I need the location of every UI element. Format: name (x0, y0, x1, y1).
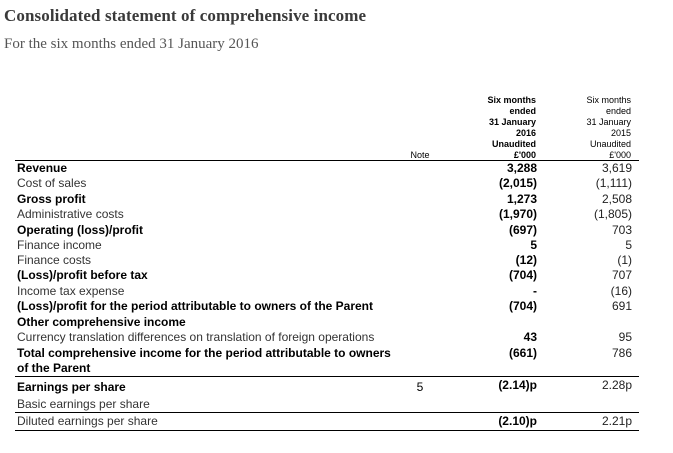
row-label: Diluted earnings per share (17, 414, 158, 428)
row-label: Operating (loss)/profit (17, 223, 143, 237)
row-label: Finance income (17, 238, 102, 252)
row-label: Basic earnings per share (17, 397, 150, 411)
row-label: Other comprehensive income (17, 315, 186, 329)
row-prior-value: (1) (617, 253, 632, 267)
row-prior-value: 703 (611, 223, 632, 237)
row-label: Total comprehensive income for the period attributable to owners of the Parent (17, 346, 391, 375)
table-row (17, 299, 637, 314)
row-prior-value: 691 (611, 299, 632, 313)
row-prior-value: 5 (625, 238, 632, 252)
statement-title: Consolidated statement of comprehensive income (4, 6, 367, 25)
table-row (17, 253, 637, 268)
row-current-value: (2.10)p (498, 414, 537, 428)
row-label: Administrative costs (17, 207, 124, 221)
row-current-value: 3,288 (506, 161, 537, 175)
table-row (17, 192, 637, 207)
row-prior-value: 2,508 (601, 192, 632, 206)
row-prior-value: 95 (618, 330, 632, 344)
statement-subtitle: For the six months ended 31 January 2016 (4, 36, 259, 52)
row-label: Finance costs (17, 253, 92, 267)
row-label: Earnings per share (17, 380, 126, 394)
current-header-line: Unaudited (492, 139, 536, 149)
row-prior-value: (16) (610, 284, 632, 298)
row-current-value: (704) (508, 268, 537, 282)
row-prior-value: 786 (611, 346, 632, 360)
prior-header-line: Six months (586, 95, 631, 105)
row-current-value: (1,970) (498, 207, 537, 221)
prior-header-line: ended (605, 106, 631, 116)
row-current-value: - (533, 284, 537, 298)
table-row (17, 238, 637, 253)
current-header-line: Six months (487, 95, 536, 105)
current-period-header (466, 95, 536, 161)
row-prior-value: 3,619 (601, 161, 632, 175)
table-row (17, 284, 637, 299)
row-label: (Loss)/profit for the period attributable to owners of the Parent (17, 299, 374, 313)
note-header: Note (410, 150, 430, 160)
prior-header-line: £'000 (609, 150, 631, 160)
table-row (17, 330, 637, 345)
table-row (17, 315, 637, 330)
row-current-value: (661) (508, 346, 537, 360)
row-current-value: (2,015) (498, 176, 537, 190)
row-prior-value: (1,111) (595, 176, 632, 190)
bottom-rule (15, 430, 639, 431)
table-row (17, 346, 637, 376)
table-row (17, 176, 637, 191)
row-prior-value: 2.28p (601, 378, 632, 392)
row-current-value: (697) (508, 223, 537, 237)
row-prior-value: 2.21p (601, 414, 632, 428)
table-row (17, 161, 637, 176)
row-label: (Loss)/profit before tax (17, 268, 148, 282)
row-current-value: (2.14)p (498, 378, 537, 392)
current-header-line: 2016 (515, 128, 536, 138)
row-label: Currency translation differences on translation of foreign operations (17, 330, 375, 344)
current-header-line: 31 January (488, 117, 536, 127)
table-row (17, 207, 637, 222)
row-current-value: 43 (523, 330, 537, 344)
table-row (17, 223, 637, 238)
current-header-line: £'000 (513, 150, 536, 160)
row-current-value: 1,273 (506, 192, 537, 206)
table-row (17, 268, 637, 283)
prior-header-line: 31 January (586, 117, 631, 127)
row-prior-value: 707 (611, 268, 632, 282)
row-prior-value: (1,805) (593, 207, 632, 221)
prior-period-header (561, 95, 631, 161)
table-row (17, 397, 637, 412)
row-current-value: 5 (530, 238, 537, 252)
table-row (17, 380, 637, 395)
current-header-line: ended (509, 106, 536, 116)
row-label: Revenue (17, 161, 68, 175)
row-label: Cost of sales (17, 176, 87, 190)
row-label: Gross profit (17, 192, 86, 206)
prior-header-line: Unaudited (589, 139, 631, 149)
eps-rule (15, 412, 639, 413)
prior-header-line: 2015 (610, 128, 631, 138)
table-row (17, 414, 637, 429)
row-label: Income tax expense (17, 284, 125, 298)
row-current-value: (12) (515, 253, 537, 267)
row-current-value: (704) (508, 299, 537, 313)
row-note: 5 (416, 380, 424, 394)
total-rule (15, 376, 639, 377)
